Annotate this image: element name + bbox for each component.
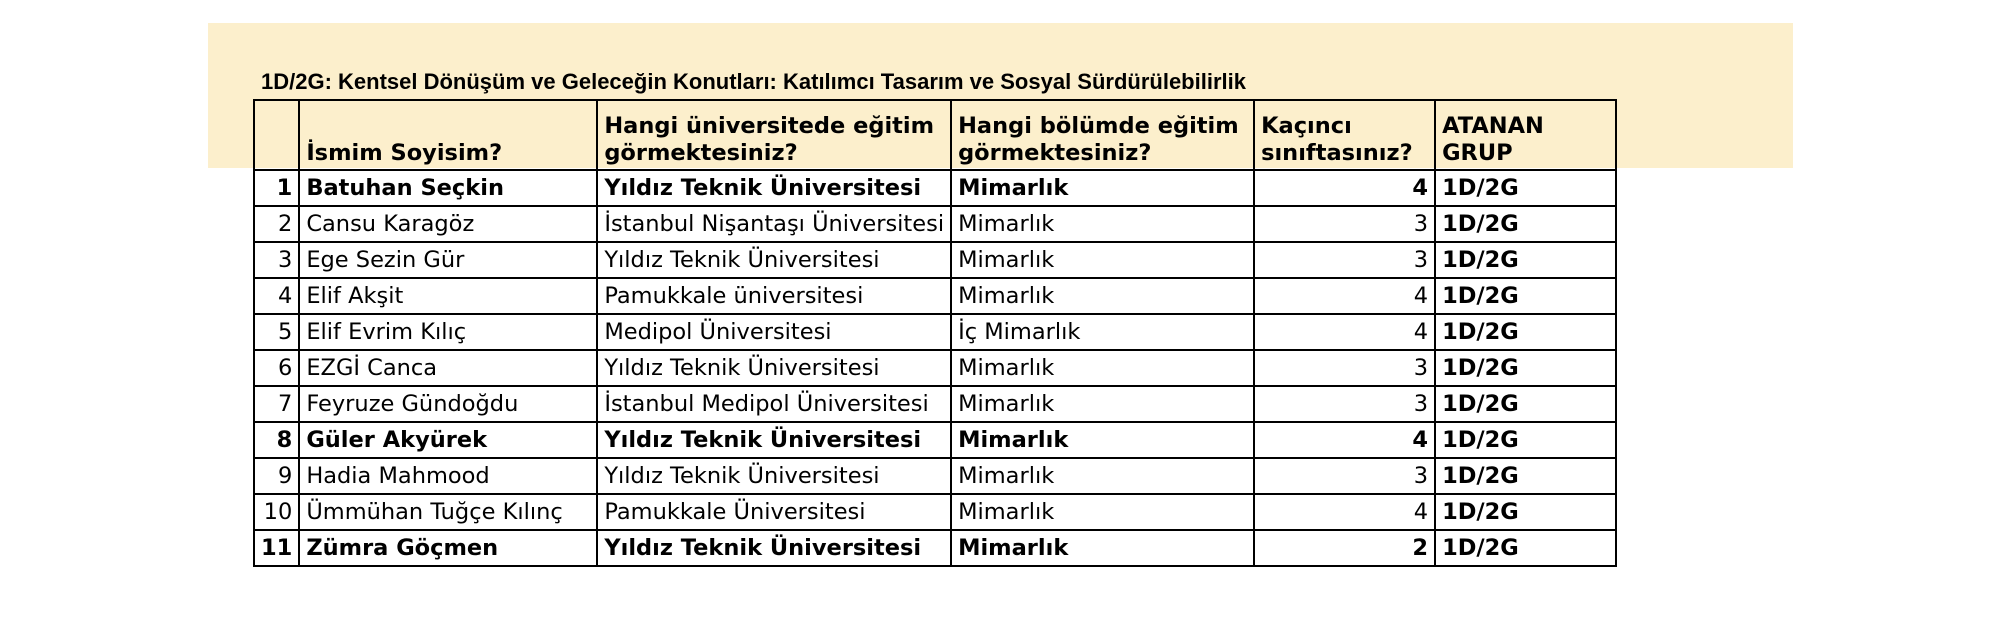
department-cell: Mimarlık bbox=[951, 494, 1254, 530]
university-cell: Yıldız Teknik Üniversitesi bbox=[597, 170, 951, 206]
name-cell: Zümra Göçmen bbox=[299, 530, 597, 566]
university-cell: İstanbul Medipol Üniversitesi bbox=[597, 386, 951, 422]
row-number-cell: 4 bbox=[254, 278, 299, 314]
department-cell: Mimarlık bbox=[951, 458, 1254, 494]
department-cell: Mimarlık bbox=[951, 350, 1254, 386]
group-cell: 1D/2G bbox=[1435, 422, 1616, 458]
header-year: Kaçıncı sınıftasınız? bbox=[1254, 100, 1435, 170]
university-cell: Medipol Üniversitesi bbox=[597, 314, 951, 350]
table-row bbox=[254, 530, 1616, 566]
group-cell: 1D/2G bbox=[1435, 278, 1616, 314]
name-cell: Cansu Karagöz bbox=[299, 206, 597, 242]
group-cell: 1D/2G bbox=[1435, 386, 1616, 422]
name-cell: Elif Akşit bbox=[299, 278, 597, 314]
group-cell: 1D/2G bbox=[1435, 314, 1616, 350]
year-cell: 4 bbox=[1254, 170, 1435, 206]
department-cell: Mimarlık bbox=[951, 242, 1254, 278]
table-row bbox=[254, 242, 1616, 278]
table-body bbox=[254, 170, 1616, 566]
year-cell: 4 bbox=[1254, 422, 1435, 458]
header-row-number bbox=[254, 100, 299, 170]
name-cell: Batuhan Seçkin bbox=[299, 170, 597, 206]
table-row bbox=[254, 170, 1616, 206]
university-cell: Yıldız Teknik Üniversitesi bbox=[597, 422, 951, 458]
year-cell: 2 bbox=[1254, 530, 1435, 566]
table-row bbox=[254, 386, 1616, 422]
header-name: İsmim Soyisim? bbox=[299, 100, 597, 170]
row-number-cell: 2 bbox=[254, 206, 299, 242]
department-cell: Mimarlık bbox=[951, 386, 1254, 422]
row-number-cell: 10 bbox=[254, 494, 299, 530]
group-cell: 1D/2G bbox=[1435, 350, 1616, 386]
group-cell: 1D/2G bbox=[1435, 458, 1616, 494]
group-cell: 1D/2G bbox=[1435, 242, 1616, 278]
name-cell: Güler Akyürek bbox=[299, 422, 597, 458]
participant-table bbox=[253, 99, 1617, 567]
university-cell: İstanbul Nişantaşı Üniversitesi bbox=[597, 206, 951, 242]
university-cell: Yıldız Teknik Üniversitesi bbox=[597, 458, 951, 494]
table-row bbox=[254, 458, 1616, 494]
year-cell: 3 bbox=[1254, 458, 1435, 494]
year-cell: 3 bbox=[1254, 242, 1435, 278]
department-cell: Mimarlık bbox=[951, 206, 1254, 242]
university-cell: Yıldız Teknik Üniversitesi bbox=[597, 350, 951, 386]
row-number-cell: 6 bbox=[254, 350, 299, 386]
year-cell: 3 bbox=[1254, 350, 1435, 386]
name-cell: Feyruze Gündoğdu bbox=[299, 386, 597, 422]
header-assigned-group: ATANAN GRUP bbox=[1435, 100, 1616, 170]
header-department: Hangi bölümde eğitim görmektesiniz? bbox=[951, 100, 1254, 170]
department-cell: Mimarlık bbox=[951, 530, 1254, 566]
university-cell: Pamukkale Üniversitesi bbox=[597, 494, 951, 530]
university-cell: Yıldız Teknik Üniversitesi bbox=[597, 530, 951, 566]
table-row bbox=[254, 422, 1616, 458]
row-number-cell: 11 bbox=[254, 530, 299, 566]
table-row bbox=[254, 314, 1616, 350]
sheet-title: 1D/2G: Kentsel Dönüşüm ve Geleceğin Konutları: Katılımcı Tasarım ve Sosyal Sürdürülebilirlik bbox=[261, 69, 1246, 94]
year-cell: 4 bbox=[1254, 494, 1435, 530]
department-cell: Mimarlık bbox=[951, 170, 1254, 206]
year-cell: 3 bbox=[1254, 386, 1435, 422]
department-cell: İç Mimarlık bbox=[951, 314, 1254, 350]
row-number-cell: 5 bbox=[254, 314, 299, 350]
row-number-cell: 8 bbox=[254, 422, 299, 458]
name-cell: EZGİ Canca bbox=[299, 350, 597, 386]
row-number-cell: 3 bbox=[254, 242, 299, 278]
department-cell: Mimarlık bbox=[951, 422, 1254, 458]
name-cell: Elif Evrim Kılıç bbox=[299, 314, 597, 350]
year-cell: 4 bbox=[1254, 314, 1435, 350]
name-cell: Hadia Mahmood bbox=[299, 458, 597, 494]
group-cell: 1D/2G bbox=[1435, 494, 1616, 530]
year-cell: 3 bbox=[1254, 206, 1435, 242]
table-row bbox=[254, 278, 1616, 314]
name-cell: Ege Sezin Gür bbox=[299, 242, 597, 278]
table-row bbox=[254, 206, 1616, 242]
header-university: Hangi üniversitede eğitim görmektesiniz? bbox=[597, 100, 951, 170]
year-cell: 4 bbox=[1254, 278, 1435, 314]
university-cell: Pamukkale üniversitesi bbox=[597, 278, 951, 314]
header-row bbox=[254, 100, 1616, 170]
group-cell: 1D/2G bbox=[1435, 530, 1616, 566]
name-cell: Ümmühan Tuğçe Kılınç bbox=[299, 494, 597, 530]
university-cell: Yıldız Teknik Üniversitesi bbox=[597, 242, 951, 278]
table-row bbox=[254, 494, 1616, 530]
row-number-cell: 9 bbox=[254, 458, 299, 494]
table-row bbox=[254, 350, 1616, 386]
row-number-cell: 7 bbox=[254, 386, 299, 422]
group-cell: 1D/2G bbox=[1435, 170, 1616, 206]
row-number-cell: 1 bbox=[254, 170, 299, 206]
group-cell: 1D/2G bbox=[1435, 206, 1616, 242]
department-cell: Mimarlık bbox=[951, 278, 1254, 314]
